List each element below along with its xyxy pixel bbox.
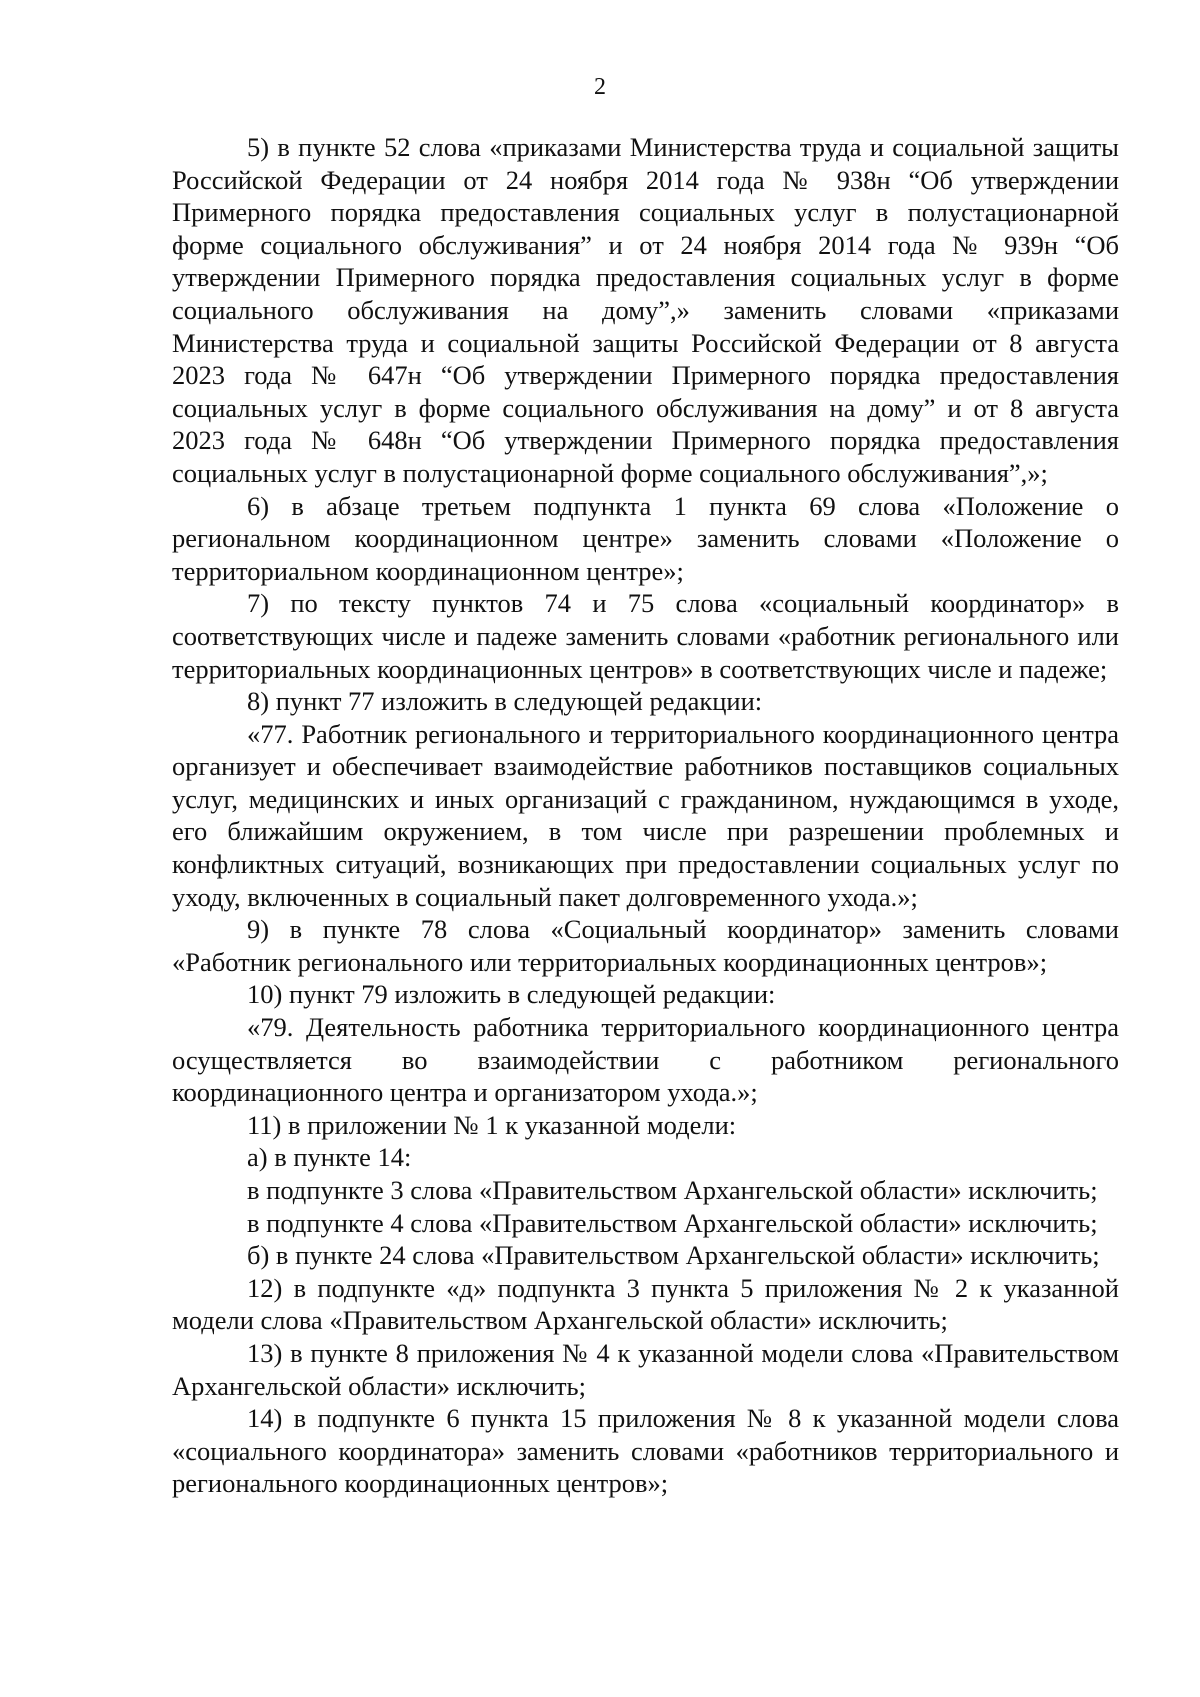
paragraph-item-9: 9) в пункте 78 слова «Социальный координатор» заменить словами «Работник регионального или территориальных координационных центров»; — [172, 914, 1119, 977]
document-body — [172, 131, 1119, 1500]
paragraph-item-6: 6) в абзаце третьем подпункта 1 пункта 69 слова «Положение о региональном координационном центре» заменить словами «Положение о территориальном координационном центре»; — [172, 490, 1119, 586]
paragraph-item-7: 7) по тексту пунктов 74 и 75 слова «социальный координатор» в соответствующих числе и падеже заменить словами «работник регионального или территориальных координационных центров» в соответствующих числе и падеже; — [172, 588, 1119, 684]
paragraph-item-8: 8) пункт 77 изложить в следующей редакции: — [247, 686, 763, 717]
paragraph-item-10: 10) пункт 79 изложить в следующей редакции: — [247, 979, 776, 1010]
paragraph-item-13: 13) в пункте 8 приложения № 4 к указанной модели слова «Правительством Архангельской области» исключить; — [172, 1337, 1119, 1401]
paragraph-subpoint-4: в подпункте 4 слова «Правительством Архангельской области» исключить; — [247, 1207, 1098, 1238]
paragraph-item-14: 14) в подпункте 6 пункта 15 приложения № 8 к указанной модели слова «социального координатора» заменить словами «работников территориального и регионального координационных центров»; — [172, 1403, 1119, 1499]
paragraph-subitem-b: б) в пункте 24 слова «Правительством Архангельской области» исключить; — [247, 1240, 1100, 1271]
paragraph-item-77-text: «77. Работник регионального и территориального координационного центра организует и обеспечивает взаимодействие работников поставщиков социальных услуг, медицинских и иных организаций с гражданином, нуждающимся в уходе, его ближайшим окружением, в том числе при разрешении проблемных и конфликтных ситуаций, возникающих при предоставлении социальных услуг по уходу, включенных в социальный пакет долговременного ухода.»; — [172, 718, 1119, 912]
paragraph-subpoint-3: в подпункте 3 слова «Правительством Архангельской области» исключить; — [247, 1175, 1098, 1205]
page-number: 2 — [594, 74, 606, 100]
paragraph-item-5: 5) в пункте 52 слова «приказами Министерства труда и социальной защиты Российской Федерации от 24 ноября 2014 года № 938н “Об утверждении Примерного порядка предоставления социальных услуг в полустационарной форме социального обслуживания” и от 24 ноября 2014 года № 939н “Об утверждении Примерного порядка предоставления социальных услуг в форме социального обслуживания на дому”,» заменить словами «приказами Министерства труда и социальной защиты Российской Федерации от 8 августа 2023 года № 647н “Об утверждении Примерного порядка предоставления социальных услуг в форме социального обслуживания на дому” и от 8 августа 2023 года № 648н “Об утверждении Примерного порядка предоставления социальных услуг в полустационарной форме социального обслуживания”,»; — [172, 132, 1119, 488]
paragraph-item-11: 11) в приложении № 1 к указанной модели: — [247, 1109, 737, 1140]
paragraph-item-79-text: «79. Деятельность работника территориального координационного центра осуществляется во взаимодействии с работником регионального координационного центра и организатором ухода.»; — [172, 1012, 1119, 1108]
paragraph-subitem-a: а) в пункте 14: — [247, 1142, 412, 1173]
paragraph-item-12: 12) в подпункте «д» подпункта 3 пункта 5 приложения № 2 к указанной модели слова «Правительством Архангельской области» исключить; — [172, 1272, 1119, 1336]
